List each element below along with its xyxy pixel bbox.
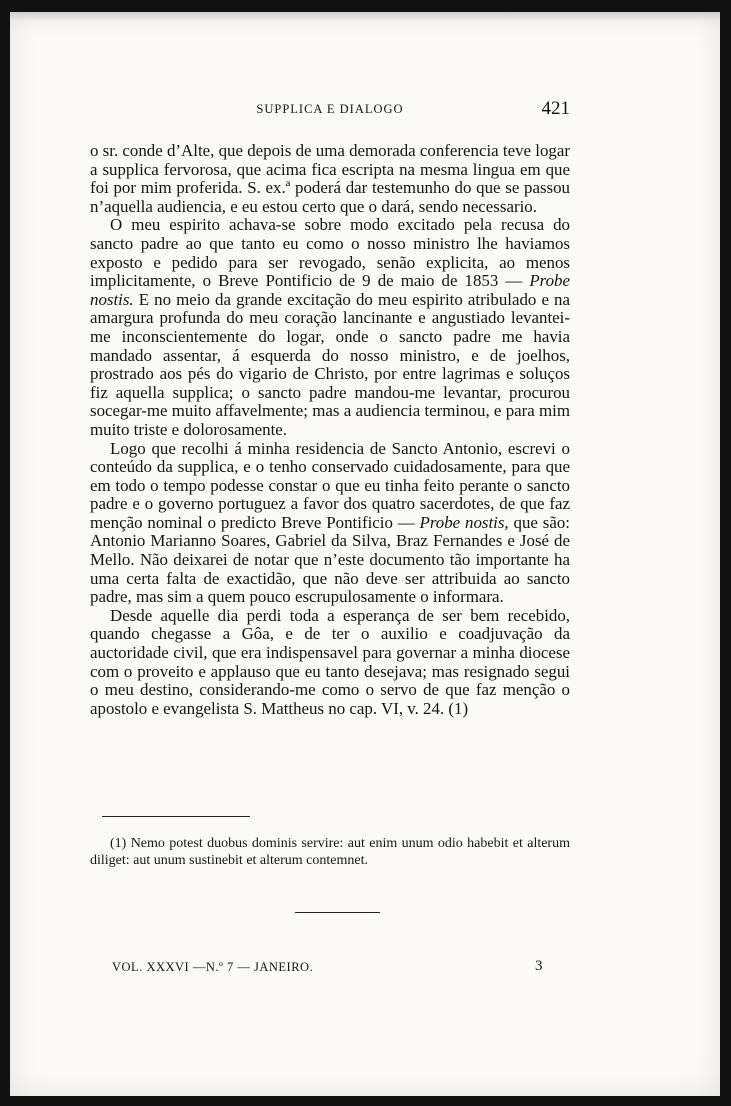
paragraph-3	[90, 440, 570, 607]
page-header	[90, 98, 570, 126]
running-title: SUPPLICA E DIALOGO	[256, 102, 404, 116]
paragraph-2-part-b: E no meio da grande excitação do meu espirito atribulado e na amargura profunda do meu coração lancinante e angustiado levantei-me inconscientemente do logar, onde o sancto padre me havia mandado assentar, á esquerda do nosso ministro, e de joelhos, prostrado aos pés do vigario de Christo, por entre lagrimas e soluços fiz aquella supplica; o sancto padre mandou-me levantar, procurou socegar-me muito affavelmente; mas a audiencia terminou, e para mim muito triste e dolorosamente.	[90, 289, 571, 439]
main-text	[90, 142, 570, 718]
footnote-text: (1) Nemo potest duobus dominis servire: aut enim unum odio habebit et alterum diliget: aut unum sustinebit et alterum contemnet.	[90, 836, 570, 868]
end-divider	[295, 912, 380, 913]
footnote-divider	[102, 816, 250, 817]
footnote	[90, 836, 570, 869]
scan-edge-shadow	[10, 12, 720, 22]
paragraph-2-part-a: O meu espirito achava-se sobre modo excitado pela recusa do sancto padre ao que tanto eu como o nosso ministro lhe haviamos exposto e pedido para ser revogado, senão explicita, ao menos implicitamente, o Breve Pontificio de 9 de maio de 1853 —	[90, 215, 570, 291]
page-number: 421	[541, 98, 570, 119]
paragraph-2-italic: Probe nostis.	[90, 271, 570, 309]
paragraph-4: Desde aquelle dia perdi toda a esperança de ser bem recebido, quando chegasse a Gôa, e de ter o auxilio e coadjuvação da auctoridade civil, que era indispensavel para governar a minha diocese com o proveito e applauso que eu tanto desejava; mas resignado segui o meu destino, considerando-me como o servo de que faz menção o apostolo e evangelista S. Mattheus no cap. VI, v. 24. (1)	[90, 605, 570, 718]
sheet-number: 3	[535, 958, 543, 974]
paragraph-3-part-a: Logo que recolhi á minha residencia de Sancto Antonio, escrevi o conteúdo da supplica, e o tenho conservado cuidadosamente, para que em todo o tempo podesse constar o que eu tinha feito perante o sancto padre e o governo portuguez a favor dos quatro sacerdotes, de que faz menção nominal o predicto Breve Pontificio —	[90, 438, 570, 532]
paragraph-1: o sr. conde d’Alte, que depois de uma demorada conferencia teve logar a supplica fervorosa, que acima fica escripta na mesma lingua em que foi por mim proferida. S. ex.ª poderá dar testemunho do que se passou n’aquella audiencia, e eu estou certo que o dará, sendo necessario.	[90, 141, 570, 216]
volume-signature: VOL. XXXVI —N.º 7 — JANEIRO.	[112, 960, 314, 974]
paragraph-3-italic: Probe nostis,	[419, 512, 509, 532]
paragraph-3-part-b: que são: Antonio Marianno Soares, Gabriel da Silva, Braz Fernandes e José de Mello. Não deixarei de notar que n’este documento tão importante ha uma certa falta de exactidão, que não deve ser attribuida ao sancto padre, mas sim a quem pouco escrupulosamente o informara.	[90, 512, 570, 607]
book-page	[10, 12, 720, 1096]
paragraph-2	[90, 216, 570, 439]
